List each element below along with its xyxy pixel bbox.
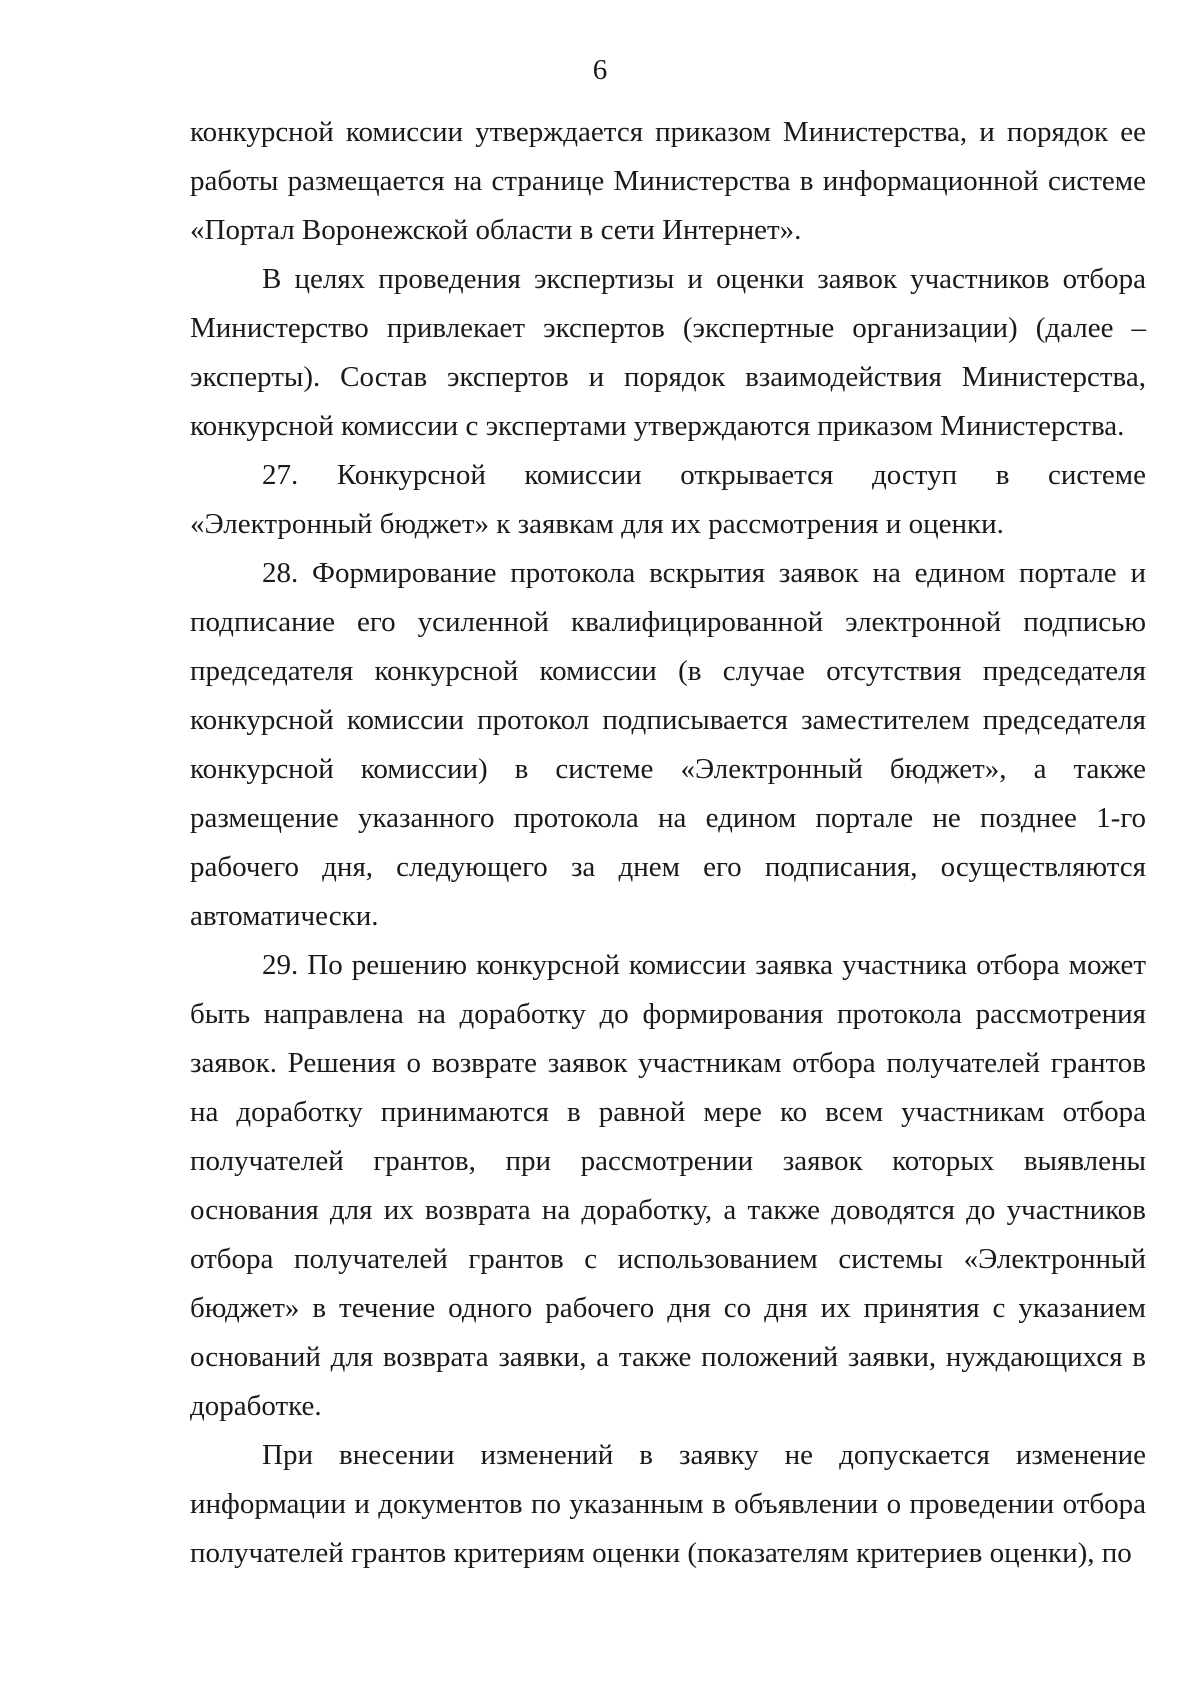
document-body (190, 108, 1146, 1578)
paragraph-amendments: При внесении изменений в заявку не допускается изменение информации и документов по указанным в объявлении о проведении отбора получателей грантов критериям оценки (показателям критериев оценки), по (190, 1439, 1146, 1569)
paragraph-item-29: 29. По решению конкурсной комиссии заявка участника отбора может быть направлена на доработку до формирования протокола рассмотрения заявок. Решения о возврате заявок участникам отбора получателей грантов на доработку принимаются в равной мере ко всем участникам отбора получателей грантов, при рассмотрении заявок которых выявлены основания для их возврата на доработку, а также доводятся до участников отбора получателей грантов с использованием системы «Электронный бюджет» в течение одного рабочего дня со дня их принятия с указанием оснований для возврата заявки, а также положений заявки, нуждающихся в доработке. (190, 949, 1146, 1422)
page-number: 6 (592, 54, 608, 86)
paragraph-experts: В целях проведения экспертизы и оценки заявок участников отбора Министерство привлекает экспертов (экспертные организации) (далее – эксперты). Состав экспертов и порядок взаимодействия Министерства, конкурсной комиссии с экспертами утверждаются приказом Министерства. (190, 263, 1146, 442)
paragraph-item-28: 28. Формирование протокола вскрытия заявок на едином портале и подписание его усиленной квалифицированной электронной подписью председателя конкурсной комиссии (в случае отсутствия председателя конкурсной комиссии протокол подписывается заместителем председателя конкурсной комиссии) в системе «Электронный бюджет», а также размещение указанного протокола на едином портале не позднее 1-го рабочего дня, следующего за днем его подписания, осуществляются автоматически. (190, 557, 1146, 932)
paragraph-item-27: 27. Конкурсной комиссии открывается доступ в системе «Электронный бюджет» к заявкам для их рассмотрения и оценки. (190, 459, 1146, 540)
paragraph-continuation: конкурсной комиссии утверждается приказом Министерства, и порядок ее работы размещается на странице Министерства в информационной системе «Портал Воронежской области в сети Интернет». (190, 116, 1146, 246)
